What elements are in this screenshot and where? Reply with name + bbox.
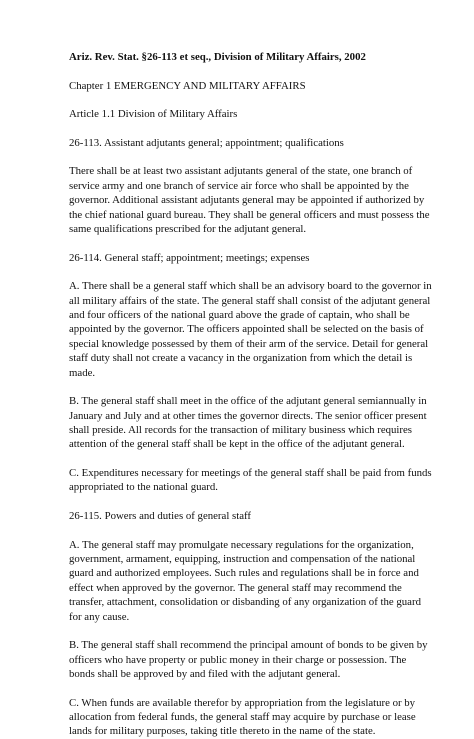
section-heading-26-115: 26-115. Powers and duties of general staff <box>69 510 252 523</box>
section-26-115-paragraph-a: A. The general staff may promulgate necessary regulations for the organization, government, armament, equipping, instruction and compensation of the national guard and authorized employees. Such rules and regulations shall be in force and effect when approved by the governor. The general staff may recommend the transfer, attachment, consolidation or disbanding of any organization of the guard for any cause. <box>69 538 421 623</box>
section-26-113-paragraph: There shall be at least two assistant adjutants general of the state, one branch of service army and one branch of service air force who shall be appointed by the governor. Additional assistant adjutants general may be appointed if authorized by the chief national guard bureau. They shall be general officers and must possess the same qualifications prescribed for the adjutant general. <box>69 165 430 235</box>
section-heading-26-113: 26-113. Assistant adjutants general; appointment; qualifications <box>69 136 344 149</box>
section-heading-26-114: 26-114. General staff; appointment; meetings; expenses <box>69 251 310 264</box>
article-heading: Article 1.1 Division of Military Affairs <box>69 108 238 121</box>
section-26-115-paragraph-c: C. When funds are available therefor by appropriation from the legislature or by allocation from federal funds, the general staff may acquire by purchase or lease lands for military purposes, taking title thereto in the name of the state. <box>69 696 416 738</box>
section-26-114-paragraph-b: B. The general staff shall meet in the office of the adjutant general semiannually in January and July and at other times the governor directs. The senior officer present shall preside. All records for the transaction of military business which requires attention of the general staff shall be kept in the office of the adjutant general. <box>69 395 427 451</box>
section-26-114-paragraph-c: C. Expenditures necessary for meetings of the general staff shall be paid from funds appropriated to the national guard. <box>69 467 432 494</box>
chapter-heading: Chapter 1 EMERGENCY AND MILITARY AFFAIRS <box>69 79 306 92</box>
section-26-114-paragraph-a: A. There shall be a general staff which shall be an advisory board to the governor in all military affairs of the state. The general staff shall consist of the adjutant general and four officers of the national guard above the grade of captain, who shall be appointed by the governor. The officers appointed shall be selected on the basis of special knowledge possessed by them of their arm of the service. Detail for general staff duty shall not create a vacancy in the organization from which the detail is made. <box>69 280 432 379</box>
document-title: Ariz. Rev. Stat. §26-113 et seq., Division of Military Affairs, 2002 <box>69 51 366 63</box>
section-26-115-paragraph-b: B. The general staff shall recommend the principal amount of bonds to be given by officers who have property or public money in their charge or possession. The bonds shall be approved by and filed with the adjutant general. <box>69 639 428 681</box>
